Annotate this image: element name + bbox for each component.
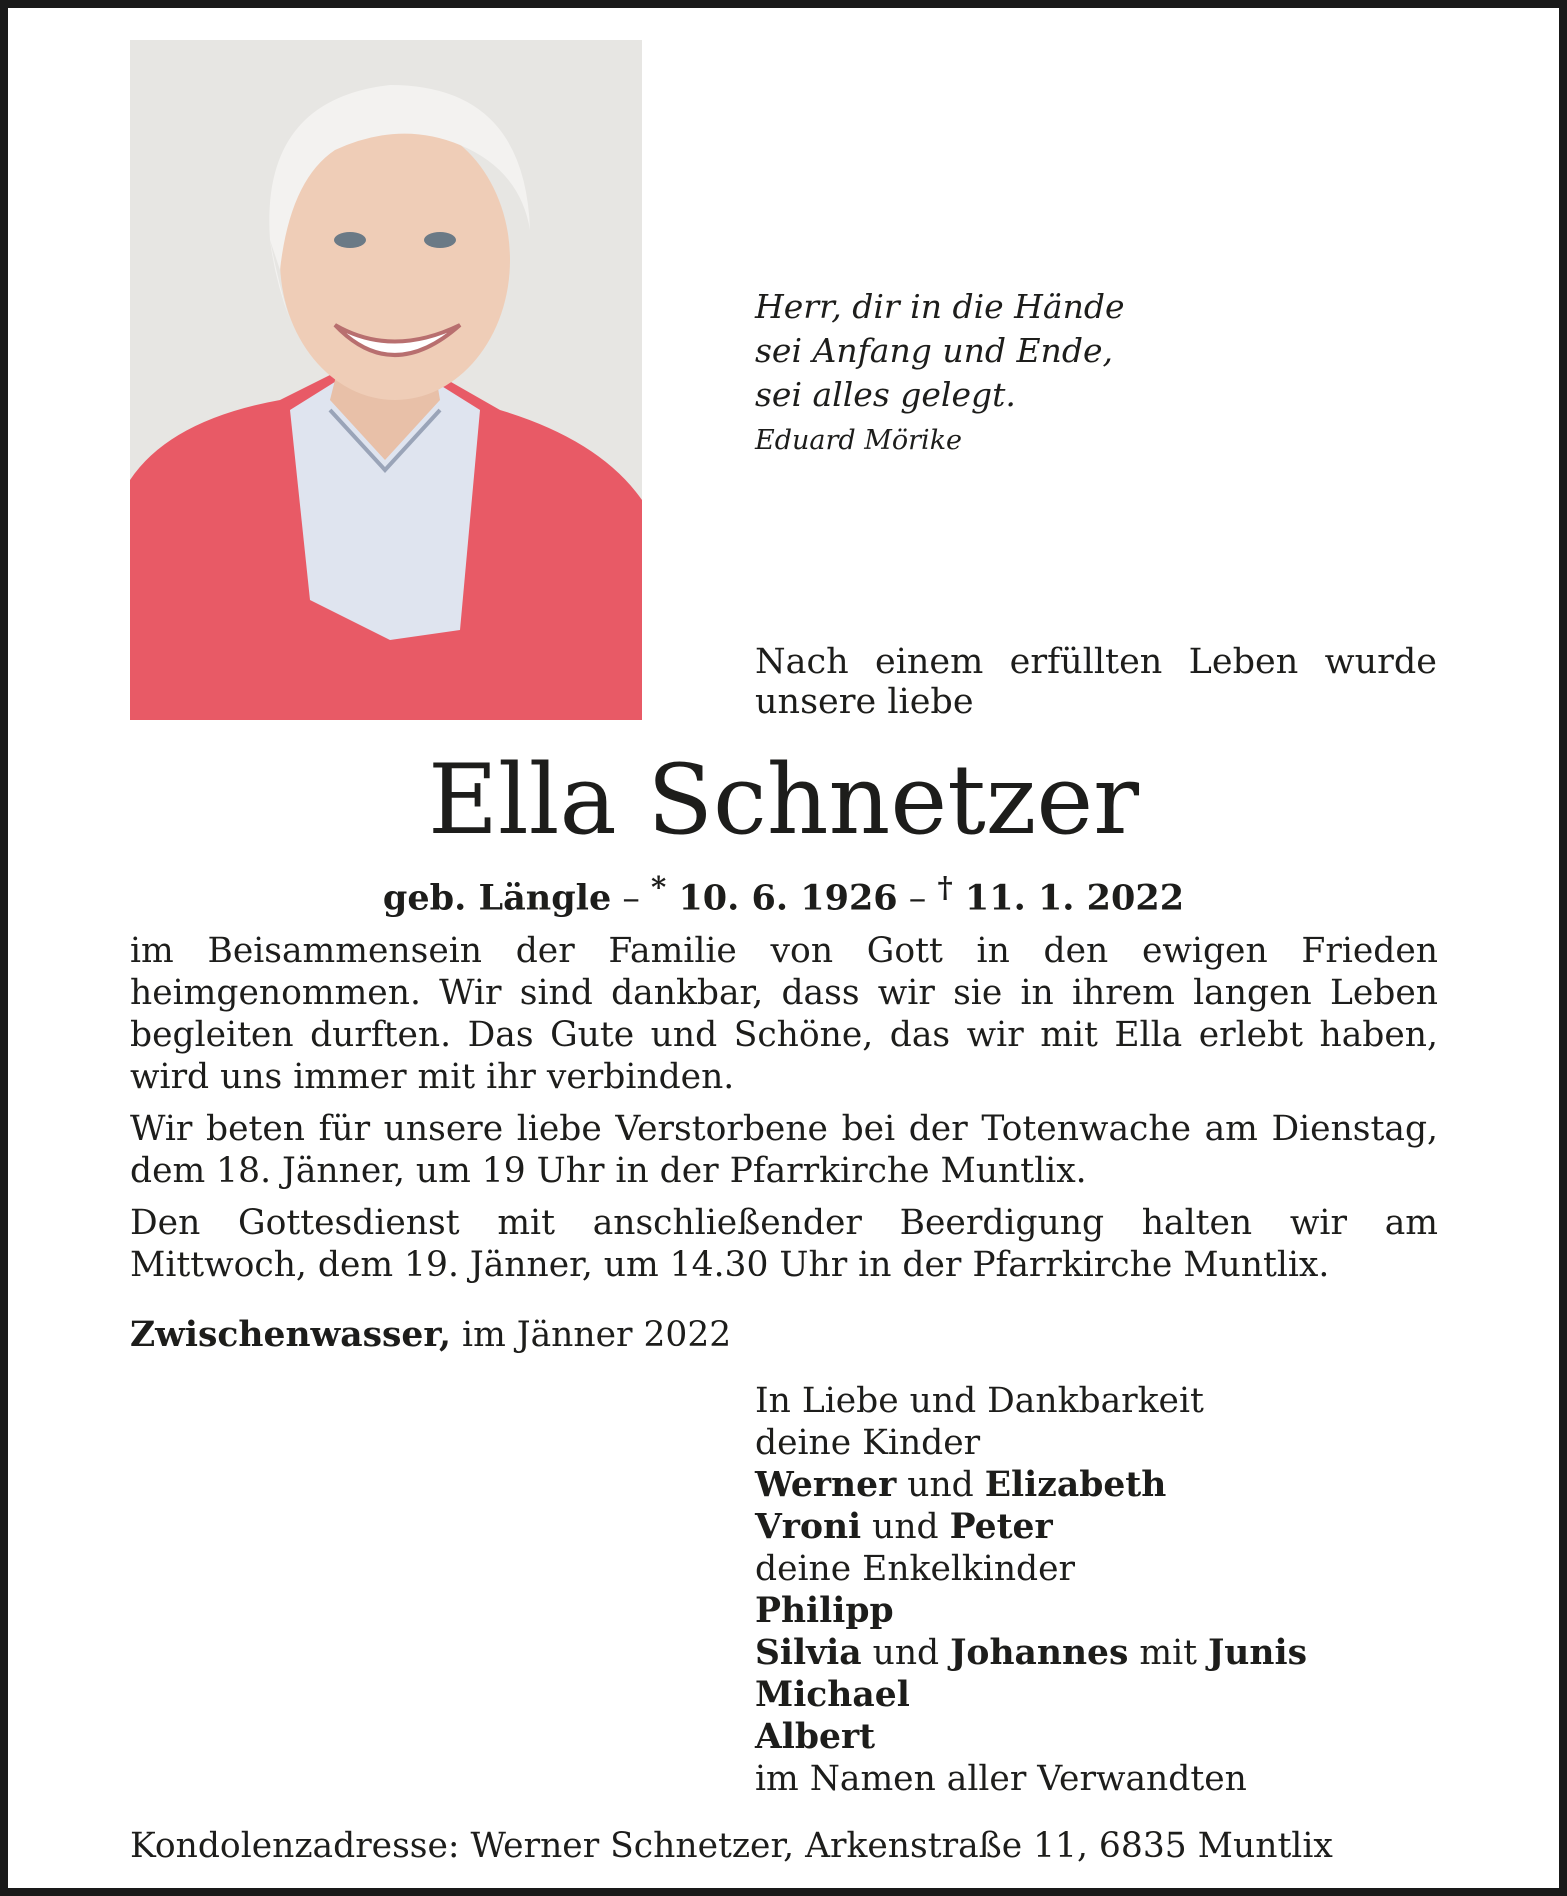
place-date [130,1315,731,1355]
signer-name: Peter [949,1507,1053,1547]
deceased-name: Ella Schnetzer [427,744,1140,856]
signer-line [755,1506,1307,1548]
condolence-address: Kondolenzadresse: Werner Schnetzer, Arkenstraße 11, 6835 Muntlix [130,1826,1333,1866]
place-town: Zwischenwasser, [130,1315,452,1355]
signer-name: Elizabeth [984,1465,1167,1505]
signer-name: Albert [755,1717,876,1757]
intro-text: Nach einem erfüllten Leben wurde unsere liebe [755,642,1437,722]
children-label: deine Kinder [755,1423,981,1463]
maiden-name: geb. Längle [382,877,612,919]
body-paragraph: Wir beten für unsere liebe Verstorbene bei der Totenwache am Dienstag, dem 18. Jänner, um 19 Uhr in der Pfarrkirche Muntlix. [130,1109,1438,1191]
death-date: 11. 1. 2022 [952,877,1185,919]
signers-block [755,1380,1307,1800]
quote-line: sei alles gelegt. [755,375,1016,414]
connector: und [861,1633,951,1673]
signer-name: Michael [755,1675,910,1715]
place-month: im Jänner 2022 [451,1315,732,1355]
grandchildren-label: deine Enkelkinder [755,1549,1076,1589]
connector: und [896,1465,985,1505]
signers-intro: In Liebe und Dankbarkeit [755,1381,1204,1421]
born-symbol: * [651,870,667,904]
signers-closing: im Namen aller Verwandten [755,1759,1247,1799]
quote-author: Eduard Mörike [755,425,963,456]
lifespan-dash: – [897,878,938,919]
body-paragraph: im Beisammensein der Familie von Gott in den ewigen Frieden heimgenommen. Wir sind dankbar, dass wir sie in ihrem langen Leben begleiten durften. Das Gute und Schöne, das wir mit Ella erlebt haben, wird uns immer mit ihr verbinden. [130,931,1438,1097]
obituary-body [130,930,1438,1296]
connector: mit [1128,1633,1208,1673]
birth-date: 10. 6. 1926 [666,877,898,919]
quote-line: Herr, dir in die Hände [755,287,1125,326]
signer-line [755,1464,1307,1506]
lifespan-dash: – [611,878,652,919]
body-paragraph: Den Gottesdienst mit anschließender Beerdigung halten wir am Mittwoch, dem 19. Jänner, um 14.30 Uhr in der Pfarrkirche Muntlix. [130,1203,1438,1285]
signer-name: Vroni [755,1507,862,1547]
signer-line [755,1632,1307,1674]
portrait-photo [130,40,642,720]
signer-name: Philipp [755,1591,894,1631]
died-symbol: † [937,870,953,904]
signer-name: Werner [755,1465,897,1505]
connector: und [861,1507,950,1547]
signer-name: Johannes [950,1633,1129,1673]
lifespan-line [0,870,1567,919]
quote-line: sei Anfang und Ende, [755,331,1113,370]
signer-name: Junis [1207,1633,1307,1673]
signer-name: Silvia [755,1633,862,1673]
portrait-illustration [130,40,642,720]
quote-block [755,285,1125,456]
